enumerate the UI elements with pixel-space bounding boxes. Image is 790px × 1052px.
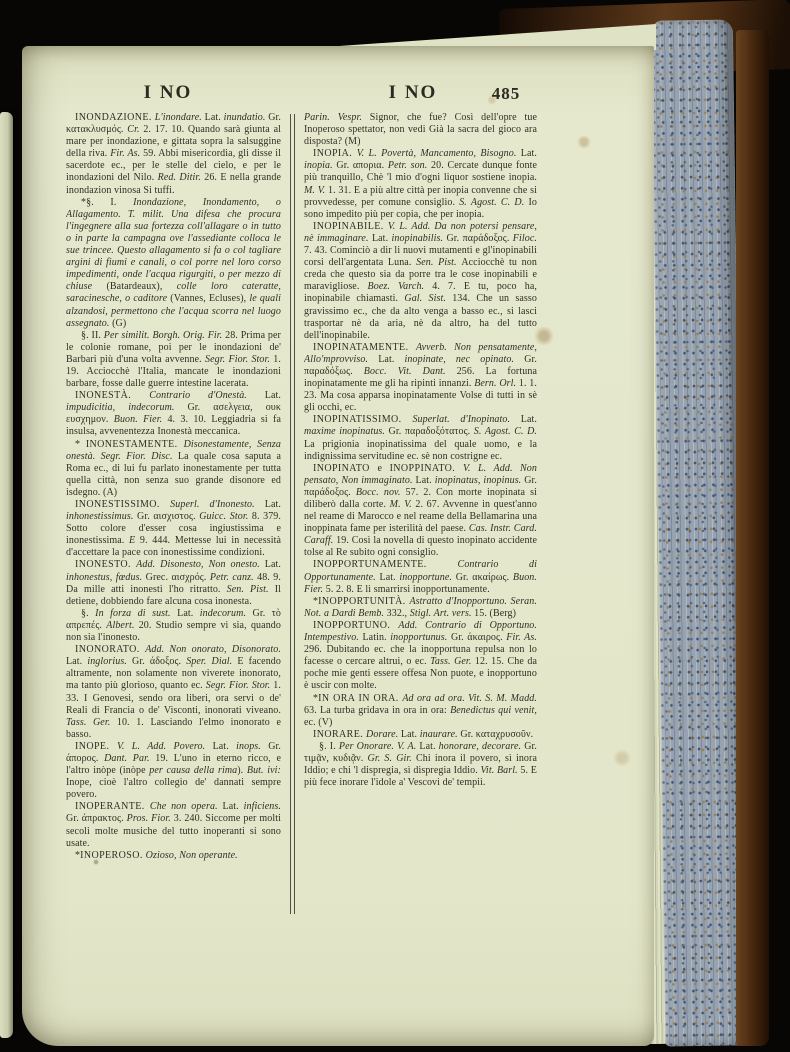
entry-inopportunita: *INOPPORTUNITÀ. Astratto d'Inopportuno. Seran. Not. a Dardi Bemb. 332., Stigl. Art. vers. 15. (Berg)	[304, 595, 537, 619]
entry-inorare: INORARE. Dorare. Lat. inaurare. Gr. καταχρυσοῦν.	[313, 728, 534, 740]
book-cover-edge	[736, 30, 769, 1046]
book-fore-edge-marbled	[651, 19, 747, 1046]
page-number: 485	[491, 84, 521, 103]
entry-inondazione: INONDAZIONE. L'inondare. Lat. inundatio. Gr. κατακλυσμός. Cr. 2. 17. 10. Quando sarà giunta al mare per inondazione, e gittata sopra la salsuggine della riva. Fir. As. 59. Abbi misericordia, gli disse il sacerdote ec., per le stelle del cielo, e per le inondazioni del Nilo. Red. Ditir. 26. E nella grande inondazion vinosa Si tuffi.	[66, 112, 281, 196]
entry-inopportuno: INOPPORTUNO. Add. Contrario di Opportuno. Intempestivo. Latin. inopportunus. Gr. άκαιρος. Fir. As. 296. Dubitando ec. che la inopportuna repulsa non lo facesse o cercare altrui, o ec. Tass. Ger. 12. 15. Che da poche mie genti essere offesa Non puote, e inopportuno è uscir con molte.	[304, 619, 537, 692]
entry-inondazione-sect-1: *§. I. Inondazione, Inondamento, o Allagamento. T. milit. Una difesa che procura l'ingegnere alla sua fortezza coll'allagare o in tutto o in parte la campagna ove l'assediante colloca le sue trincee. Questo allagamento si fa o col tagliare argini di fiumi e canali, o col porre nel loro corso impedimenti, onde l'acqua rigurgiti, o per mezzo di chiuse (Batardeaux), colle loro cateratte, saracinesche, o caditore (Vannes, Ecluses), le quali alzandosi, permettono che l'acqua scorra nel luogo assegnato. (G)	[66, 196, 281, 329]
running-head-right: I NO	[388, 82, 438, 103]
facing-page-edge	[0, 112, 13, 1038]
entry-inonesto-sect: §. In forza di sust. Lat. indecorum. Gr. τὸ απρεπές. Albert. 20. Studio sempre vi sia, quando non sia l'inonesto.	[66, 607, 281, 644]
text-column-right	[304, 112, 537, 926]
entry-inonestamente: * INONESTAMENTE. Disonestamente, Senza onestà. Segr. Fior. Disc. La quale cosa saputa a Roma ec., di lui fu parlato inonestamente per tutta quella città, non senza suo grande disonore ed isdegno. (A)	[66, 438, 281, 498]
column-divider-rule	[290, 114, 295, 914]
entry-inopinato: INOPINATO e INOPPINATO. V. L. Add. Non pensato, Non immaginato. Lat. inopinatus, inopinus. Gr. παράδοξος. Bocc. nov. 57. 2. Con morte inopinata si diliberò dalla corte. M. V. 2. 67. Avvenne in quest'anno nel reame di Marocco e nel reame della Bellamarina una inoppinata fame per isterilità del paese. Cas. Instr. Card. Caraff. 19. Così la novella di questo inopinato accidente tolse al Re subito ogni consiglio.	[304, 462, 537, 559]
entry-inoperoso: *INOPEROSO. Ozioso, Non operante.	[75, 849, 238, 861]
entry-inorare-sect: §. I. Per Onorare. V. A. Lat. honorare, decorare. Gr. τιμᾷν, κυδιᾷν. Gr. S. Gir. Chi inora il povero, sì inora Iddio; e chi 'l dispregia, sì dispregia Iddio. Vit. Barl. 5. E più fece inorare l'idole a' Vescovi de' tempii.	[304, 740, 537, 789]
entry-inoperante: INOPERANTE. Che non opera. Lat. inficiens. Gr. άπρακτος. Pros. Fior. 3. 240. Siccome per molti secoli molte musiche del tutto inoperanti si sono usate.	[66, 801, 281, 849]
entry-inonestissimo: INONESTISSIMO. Superl. d'Inonesto. Lat. inhonestissimus. Gr. αισχιστος. Guicc. Stor. 8. 379. Sotto colore d'esser cosa ingiustissima e inonestissima. E 9. 444. Mettesse lui in necessità d'accettare la pace con inonestissime condizioni.	[66, 499, 281, 559]
entry-inonesto: INONESTO. Add. Disonesto, Non onesto. Lat. inhonestus, fœdus. Grec. αισχρός. Petr. canz. 48. 9. Da mille atti inonesti l'ho ritratto. Sen. Pist. Il detiene, dobbiendo fare alcuna cosa inonesta.	[66, 559, 281, 607]
entry-inonorato: INONORATO. Add. Non onorato, Disonorato. Lat. inglorius. Gr. άδοξος. Sper. Dial. E facendo altramente, non solamente non viverete inonorato, ma tanto più glorioso, quanto ec. Segr. Fior. Stor. 1. 33. I Genovesi, sendo ora liberi, ora servi o de' Reali di Francia o de' Visconti, inonorati viveano. Tass. Ger. 10. 1. Lasciando l'elmo inonorato e basso.	[66, 644, 281, 740]
book-page	[22, 46, 654, 1046]
entry-inopia: INOPIA. V. L. Povertà, Mancamento, Bisogno. Lat. inopia. Gr. απορια. Petr. son. 20. Cercate dunque fonte più tranquillo, Chè 'l mio d'ogni liquor sostiene inopia. M. V. 1. 31. E a più altre città per inopia convenne che si provvedesse, per comune consiglio. S. Agost. C. D. Io sono impedito più per copia, che per inopia.	[304, 148, 537, 220]
entry-inopinatamente: INOPINATAMENTE. Avverb. Non pensatamente, Allo'mprovviso. Lat. inopinate, nec opinato. Gr. παραδόξως. Bocc. Vit. Dant. 256. La fortuna inopinatamente me gli ha ripinti innanzi. Bern. Orl. 1. 1. 23. Ma cosa apparsa inopinatamente Volse di tutti in sè gli occhi, ec.	[304, 341, 537, 414]
text-column-left	[66, 112, 281, 926]
entry-inopportunamente: INOPPORTUNAMENTE. Contrario di Opportunamente. Lat. inopportune. Gr. ακαίρως. Buon. Fier. 5. 2. 8. E lì smarrirsi inopportunamente.	[304, 559, 537, 595]
entry-inopinabile: INOPINABILE. V. L. Add. Da non potersi pensare, nè immaginare. Lat. inopinabilis. Gr. παράδοξος. Filoc. 7. 43. Cominciò a dir li nuovi mutamenti e gl'inopinabili corsi dell'argentata Luna. Sen. Pist. Acciocchè tu non creda che questo sia da porre tra le cose inopinabili e maravigliose. Boez. Varch. 4. 7. E tu, poco ha, inopinabile chiamasti. Gal. Sist. 134. Che un sasso gravissimo ec., che da alto venga a basso ec., si lasci trasportar nè da aria, nè da altro, ha del tutto dell'inopinabile.	[304, 220, 537, 341]
entry-inope: INOPE. V. L. Add. Povero. Lat. inops. Gr. άπορος. Dant. Par. 19. L'uno in eterno ricco, e l'altro inòpe (inòpe per causa della rima). But. ivi: Inope, cioè l'altro collegio de' dannati sempre povero.	[66, 740, 281, 801]
running-head-left: I NO	[143, 82, 193, 103]
entry-inopinatissimo: INOPINATISSIMO. Superlat. d'Inopinato. Lat. maxime inopinatus. Gr. παραδοξότατος. S. Agost. C. D. La prigionia inopinatissima del quale uomo, e la indignissima servitudine ec. sè non costrigne ec.	[304, 414, 537, 462]
entry-inondazione-sect-2: §. II. Per similit. Borgh. Orig. Fir. 28. Prima per le colonie romane, poi per le inondazioni de' Barbari più d'una volta avvenne. Segr. Fior. Stor. 1. 19. Acciocchè l'Italia, mancate le inondazioni barbare, fosse dalle guerre intestine lacerata.	[66, 329, 281, 390]
entry-inoperoso-cont: Parin. Vespr. Signor, che fue? Così dell'opre tue Inoperoso spettator, non vedi Già la sacra del gioco ara disposta? (M)	[304, 112, 537, 148]
entry-in-ora-in-ora: *IN ORA IN ORA. Ad ora ad ora. Vit. S. M. Madd. 63. La turba gridava in ora in ora: Benedictus qui venit, ec. (V)	[304, 692, 537, 728]
entry-inonesta: INONESTÀ. Contrario d'Onestà. Lat. impudicitia, indecorum. Gr. ασελγεια, ουκ ευσχημον. Buon. Fier. 4. 3. 10. Leggiadria si fa insulsa, avvenentezza Inonestà meccanica.	[66, 390, 281, 438]
